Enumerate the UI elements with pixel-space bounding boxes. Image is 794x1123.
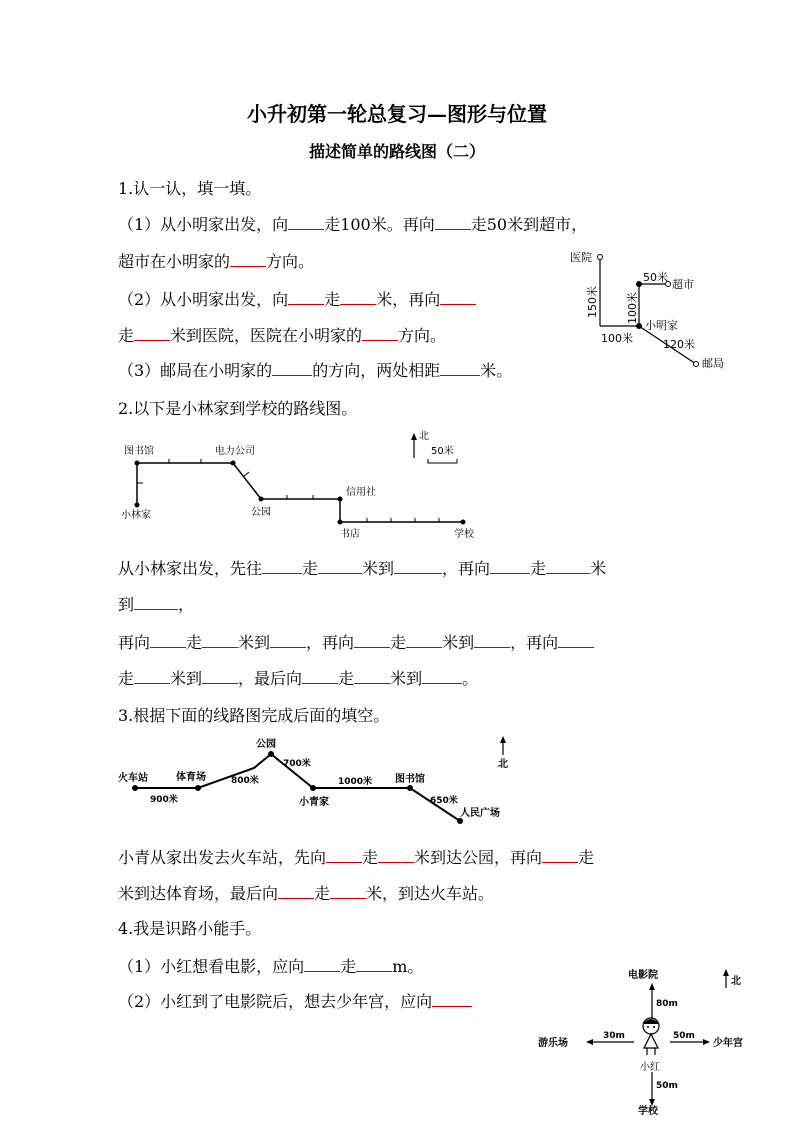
answer-blank[interactable] — [278, 884, 314, 899]
distance-label: 30m — [603, 1031, 625, 1041]
text: 走 — [302, 559, 319, 578]
answer-blank[interactable] — [435, 215, 471, 230]
arrow-icon — [703, 1039, 710, 1045]
text: （2）小红到了电影院后，想去少年宫，应向 — [118, 992, 433, 1011]
route-line — [233, 463, 261, 499]
q3-line1 — [118, 845, 594, 868]
answer-blank[interactable] — [230, 252, 266, 267]
answer-blank[interactable] — [558, 633, 594, 648]
library-label: 图书馆 — [124, 446, 154, 457]
answer-blank[interactable] — [356, 957, 392, 972]
text: 米到 — [170, 669, 203, 688]
park-label: 公园 — [251, 507, 271, 518]
home-marker — [310, 785, 316, 791]
text: 米到 — [238, 633, 271, 652]
text: ，再向 — [306, 633, 355, 652]
post-marker — [694, 362, 699, 367]
bookstore-marker — [338, 520, 343, 525]
north-arrow-icon — [500, 736, 506, 743]
station-marker — [132, 785, 138, 791]
scale-bar — [428, 459, 457, 463]
distance-label: 800米 — [231, 776, 259, 786]
text: 方向。 — [266, 252, 315, 271]
text: （1）小红想看电影，应向 — [118, 957, 305, 976]
answer-blank[interactable] — [354, 633, 390, 648]
text: 走100米。再向 — [324, 215, 435, 234]
text: 米到医院，医院在小明家的 — [170, 326, 363, 345]
answer-blank[interactable] — [134, 669, 170, 684]
q2-line3 — [118, 630, 594, 653]
text: 方向。 — [398, 326, 447, 345]
q4-heading: 4.我是识路小能手。 — [118, 919, 262, 938]
q1-part1-line2 — [118, 249, 314, 272]
north-arrow-icon — [723, 969, 729, 976]
text: 小青从家出发去火车站，先向 — [118, 848, 327, 867]
text: 走 — [118, 326, 135, 345]
girl-icon — [643, 1018, 659, 1055]
answer-blank[interactable] — [362, 326, 398, 341]
power-label: 电力公司 — [215, 446, 255, 457]
park-marker — [259, 497, 264, 502]
stadium-marker — [195, 785, 201, 791]
text: 走 — [362, 848, 379, 867]
library-label: 图书馆 — [395, 774, 425, 785]
q1-part2-line2 — [118, 323, 446, 346]
home-label: 小青家 — [299, 797, 329, 808]
youth-palace-label: 少年宫 — [713, 1038, 743, 1049]
answer-blank[interactable] — [546, 559, 590, 574]
answer-blank[interactable] — [474, 633, 510, 648]
text: 走 — [338, 669, 355, 688]
text: 米，到达火车站。 — [366, 884, 495, 903]
school-label: 学校 — [638, 1106, 658, 1117]
credit-marker — [338, 497, 343, 502]
q2-line4 — [118, 666, 478, 689]
park-label: 游乐场 — [538, 1038, 568, 1049]
q3-line2 — [118, 881, 494, 904]
answer-blank[interactable] — [272, 361, 312, 376]
distance-label: 900米 — [150, 795, 178, 805]
text: 。 — [462, 669, 479, 688]
q4-part1 — [118, 954, 423, 977]
answer-blank[interactable] — [262, 559, 302, 574]
distance-label: 100米 — [601, 332, 633, 345]
answer-blank[interactable] — [318, 559, 362, 574]
scale-label: 50米 — [431, 446, 454, 457]
arrow-icon — [586, 1039, 593, 1045]
text: ，再向 — [442, 559, 491, 578]
text: 米 — [590, 559, 607, 578]
q4-route-figure — [530, 962, 770, 1117]
answer-blank[interactable] — [542, 848, 578, 863]
answer-blank[interactable] — [288, 215, 324, 230]
answer-blank[interactable] — [302, 669, 338, 684]
distance-label: 50米 — [643, 271, 668, 284]
hospital-label: 医院 — [570, 251, 592, 264]
text: 走 — [578, 848, 595, 867]
park-label: 公园 — [256, 739, 276, 750]
q1-part2-line1 — [118, 287, 476, 310]
answer-blank[interactable] — [406, 633, 442, 648]
scale-ticks — [137, 459, 439, 522]
distance-label: 650米 — [430, 796, 458, 806]
answer-blank[interactable] — [340, 290, 376, 305]
answer-blank[interactable] — [150, 633, 186, 648]
page-title: 小升初第一轮总复习—图形与位置 — [247, 102, 547, 126]
distance-label: 50m — [656, 1081, 678, 1091]
answer-blank[interactable] — [422, 669, 462, 684]
home-label: 小明家 — [645, 319, 678, 332]
arrow-icon — [649, 983, 655, 990]
distance-label: 1000米 — [338, 777, 373, 787]
answer-blank[interactable] — [354, 669, 390, 684]
square-label: 人民广场 — [460, 808, 500, 819]
text: 走 — [340, 957, 357, 976]
text: ，最后向 — [238, 669, 303, 688]
home-marker — [135, 503, 140, 508]
credit-label: 信用社 — [346, 487, 376, 498]
stadium-label: 体育场 — [176, 772, 206, 783]
text: （3）邮局在小明家的 — [118, 361, 273, 380]
q1-part1-line1 — [118, 212, 587, 235]
text: 米。 — [480, 361, 513, 380]
school-label: 学校 — [454, 529, 474, 540]
arrow-icon — [649, 1099, 655, 1106]
library-marker — [135, 461, 140, 466]
post-label: 邮局 — [702, 357, 724, 370]
distance-label: 50m — [673, 1031, 695, 1041]
text: 米到 — [442, 633, 475, 652]
text: ， — [178, 595, 195, 614]
text: 走 — [186, 633, 203, 652]
distance-label: 120米 — [663, 338, 695, 351]
q2-route-figure — [118, 425, 498, 545]
answer-blank[interactable] — [202, 633, 238, 648]
q2-line2 — [118, 592, 194, 615]
q2-line1 — [118, 556, 606, 579]
text: 米到 — [390, 669, 423, 688]
hospital-marker — [598, 255, 603, 260]
answer-blank[interactable] — [134, 595, 178, 610]
text: 走 — [314, 884, 331, 903]
north-arrow-icon — [411, 433, 417, 440]
text: 的方向，两处相距 — [312, 361, 441, 380]
q1-part3 — [118, 358, 512, 381]
text: 走50米到超市， — [470, 215, 588, 234]
north-label: 北 — [498, 759, 508, 770]
station-label: 火车站 — [118, 773, 148, 784]
supermarket-label: 超市 — [672, 278, 694, 291]
text: （2）从小明家出发，向 — [118, 290, 289, 309]
page-subtitle: 描述简单的路线图（二） — [308, 142, 485, 161]
text: 从小林家出发，先往 — [118, 559, 263, 578]
distance-label: 100米 — [626, 292, 639, 324]
distance-label: 700米 — [283, 759, 311, 769]
q1-heading: 1.认一认，填一填。 — [118, 179, 262, 198]
answer-blank[interactable] — [202, 669, 238, 684]
answer-blank[interactable] — [330, 884, 366, 899]
text: 走 — [530, 559, 547, 578]
answer-blank[interactable] — [440, 361, 480, 376]
turn-marker — [636, 281, 642, 287]
q1-route-figure — [560, 240, 760, 380]
home-label: 小林家 — [121, 510, 151, 521]
distance-label: 80m — [656, 999, 678, 1009]
cinema-label: 电影院 — [628, 970, 658, 981]
north-label: 北 — [419, 431, 429, 442]
q3-route-figure — [118, 735, 538, 830]
text: 走 — [118, 669, 135, 688]
answer-blank[interactable] — [270, 633, 306, 648]
north-label: 北 — [731, 976, 741, 987]
answer-blank[interactable] — [134, 326, 170, 341]
text: ，再向 — [510, 633, 559, 652]
q4-part2 — [118, 989, 472, 1012]
bookstore-label: 书店 — [340, 529, 360, 540]
text: 米到 — [362, 559, 395, 578]
answer-blank[interactable] — [490, 559, 530, 574]
text: 米，再向 — [376, 290, 441, 309]
distance-label: 150米 — [586, 286, 599, 318]
answer-blank[interactable] — [304, 957, 340, 972]
answer-blank[interactable] — [394, 559, 442, 574]
park-marker — [268, 751, 274, 757]
q2-heading: 2.以下是小林家到学校的路线图。 — [118, 399, 358, 418]
text: 米到达体育场，最后向 — [118, 884, 279, 903]
name-label: 小红 — [640, 1062, 660, 1073]
library-marker — [407, 785, 413, 791]
text: 米到达公园，再向 — [414, 848, 543, 867]
q3-heading: 3.根据下面的线路图完成后面的填空。 — [118, 706, 390, 725]
text: m。 — [392, 957, 424, 976]
text: 再向 — [118, 633, 151, 652]
text: 走 — [324, 290, 341, 309]
answer-blank[interactable] — [288, 290, 324, 305]
power-marker — [231, 461, 236, 466]
answer-blank[interactable] — [326, 848, 362, 863]
answer-blank[interactable] — [440, 290, 476, 305]
school-marker — [461, 520, 466, 525]
text: 走 — [390, 633, 407, 652]
text: 超市在小明家的 — [118, 252, 231, 271]
answer-blank[interactable] — [378, 848, 414, 863]
text: （1）从小明家出发，向 — [118, 215, 289, 234]
text: 到 — [118, 595, 135, 614]
answer-blank[interactable] — [432, 992, 472, 1007]
